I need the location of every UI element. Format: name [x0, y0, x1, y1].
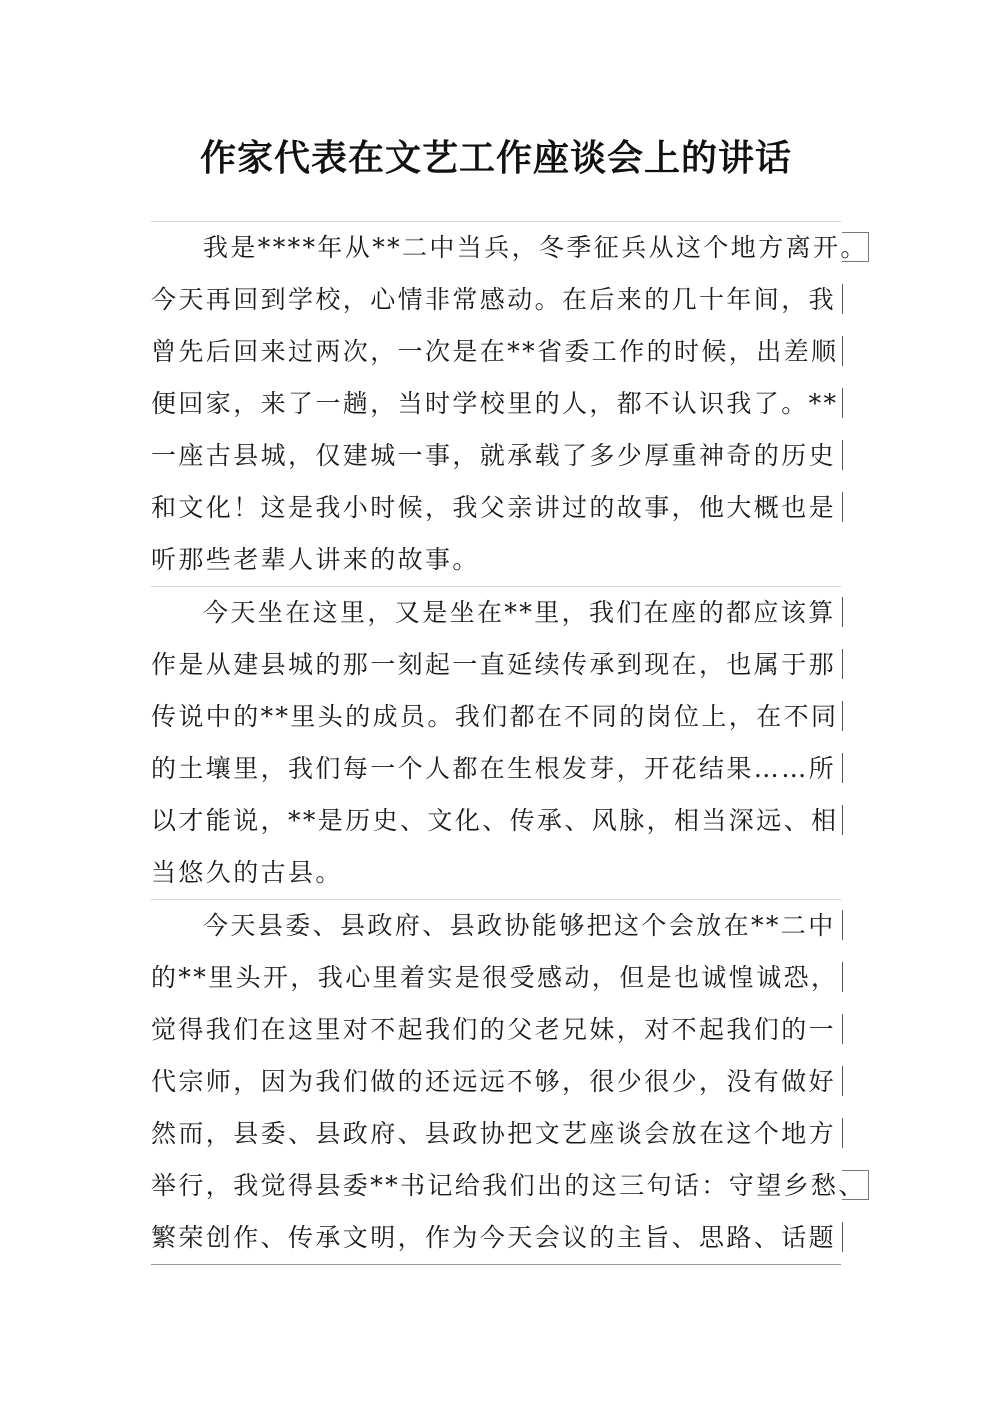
paragraph-line: 作是从建县城的那一刻起一直延续传承到现在，也属于那: [151, 639, 841, 691]
margin-tick: [842, 597, 843, 627]
paragraph-line: 然而，县委、县政府、县政协把文艺座谈会放在这个地方: [151, 1108, 841, 1160]
paragraph-line: 曾先后回来过两次，一次是在**省委工作的时候，出差顺: [151, 326, 841, 378]
paragraph-2: [151, 586, 841, 899]
margin-tick: [842, 440, 843, 470]
paragraph-line: 繁荣创作、传承文明，作为今天会议的主旨、思路、话题: [151, 1212, 841, 1264]
paragraph-line: 以才能说，**是历史、文化、传承、风脉，相当深远、相: [151, 795, 841, 847]
paragraph-line: 今天县委、县政府、县政协能够把这个会放在**二中: [151, 900, 841, 952]
paragraph-line: 听那些老辈人讲来的故事。: [151, 545, 480, 574]
margin-tick: [842, 1014, 843, 1044]
margin-tick: [842, 1066, 843, 1096]
paragraph-line: 一座古县城，仅建城一事，就承载了多少厚重神奇的历史: [151, 430, 841, 482]
document-title: 作家代表在文艺工作座谈会上的讲话: [199, 137, 792, 179]
paragraph-line: 的土壤里，我们每一个人都在生根发芽，开花结果……所: [151, 743, 841, 795]
document-body: [151, 221, 868, 1265]
paragraph-3: [151, 899, 866, 1265]
margin-tick: [842, 492, 843, 522]
margin-tick: [842, 1222, 843, 1252]
paragraph-line: 当悠久的古县。: [151, 858, 343, 887]
paragraph-line: 觉得我们在这里对不起我们的父老兄妹，对不起我们的一: [151, 1004, 841, 1056]
margin-tick: [842, 962, 843, 992]
margin-tick: [842, 753, 843, 783]
margin-tick: [842, 805, 843, 835]
paragraph-1: [151, 221, 868, 586]
paragraph-line: 举行，我觉得县委**书记给我们出的这三句话：守望乡愁、: [151, 1160, 841, 1212]
margin-tick: [842, 336, 843, 366]
margin-tick: [842, 388, 843, 418]
margin-tick: [842, 910, 843, 940]
paragraph-line: 今天坐在这里，又是坐在**里，我们在座的都应该算: [151, 587, 841, 639]
margin-tick: [842, 701, 843, 731]
paragraph-line: 传说中的**里头的成员。我们都在不同的岗位上，在不同: [151, 691, 841, 743]
margin-bracket: [842, 232, 869, 262]
margin-tick: [842, 1118, 843, 1148]
paragraph-line: 和文化！这是我小时候，我父亲讲过的故事，他大概也是: [151, 482, 841, 534]
paragraph-line: 代宗师，因为我们做的还远远不够，很少很少，没有做好: [151, 1056, 841, 1108]
margin-tick: [842, 649, 843, 679]
paragraph-line: 我是****年从**二中当兵，冬季征兵从这个地方离开。: [203, 233, 868, 262]
paragraph-line: 今天再回到学校，心情非常感动。在后来的几十年间，我: [151, 274, 841, 326]
margin-bracket: [842, 1170, 869, 1200]
margin-tick: [842, 284, 843, 314]
paragraph-line: 便回家，来了一趟，当时学校里的人，都不认识我了。**: [151, 378, 841, 430]
paragraph-line: 的**里头开，我心里着实是很受感动，但是也诚惶诚恐，: [151, 952, 841, 1004]
